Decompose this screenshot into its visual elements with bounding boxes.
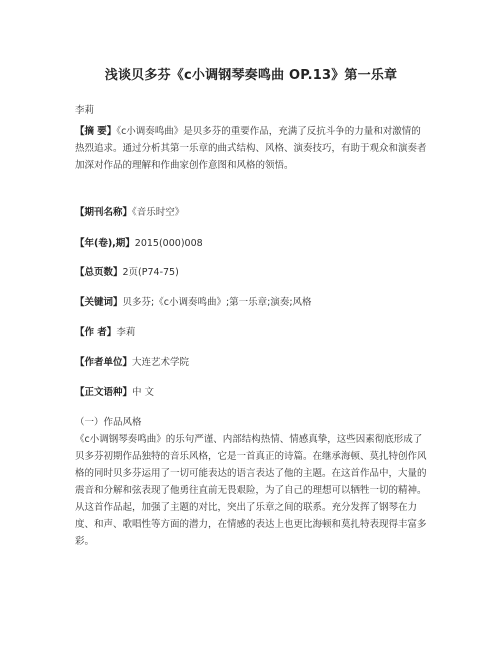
- field-label: 【作 者】: [75, 327, 117, 338]
- author-name: 李莉: [75, 105, 95, 116]
- field-label: 【年(卷),期】: [75, 238, 135, 249]
- field-author: [75, 324, 430, 341]
- field-value: 2015(000)008: [134, 238, 203, 249]
- field-label: 【作者单位】: [75, 357, 133, 368]
- field-volume-issue: [75, 235, 430, 252]
- field-value: 李莉: [116, 327, 136, 338]
- field-value: 《音乐时空》: [132, 207, 185, 218]
- body-paragraph: 《c小调钢琴奏鸣曲》的乐句严谨、内部结构热情、情感真挚，这些因素彻底形成了贝多芬初期作品独特的音乐风格，它是一首真正的诗篇。在继承海顿、莫扎特创作风格的同时贝多芬运用了一切可能表达的语言表达了他的主题。在这首作品中，大量的震音和分解和弦表现了他勇往直前无畏艰险，为了自己的理想可以牺牲一切的精神。从这首作品起，加强了主题的对比，突出了乐章之间的联系。充分发挥了钢琴在力度、和声、歌唱性等方面的潜力，在情感的表达上也更比海顿和莫扎特表现得丰富多彩。: [75, 434, 427, 547]
- field-value: 2页(P74-75): [122, 267, 179, 278]
- field-value: 大连艺术学院: [132, 357, 190, 368]
- field-keywords: [75, 294, 430, 311]
- field-label: 【期刊名称】: [75, 207, 133, 218]
- field-value: 中 文: [132, 387, 155, 398]
- section-heading: （一）作品风格: [75, 417, 142, 428]
- field-pages: [75, 264, 430, 281]
- field-label: 【正文语种】: [75, 387, 133, 398]
- abstract-label: 【摘 要】: [75, 126, 117, 137]
- field-label: 【总页数】: [75, 267, 123, 278]
- field-label: 【关键词】: [75, 297, 123, 308]
- field-value: 贝多芬;《c小调奏鸣曲》;第一乐章;演奏;风格: [122, 297, 312, 308]
- abstract-block: [75, 123, 430, 174]
- field-language: [75, 384, 430, 401]
- document-title: 浅谈贝多芬《c小调钢琴奏鸣曲 OP.13》第一乐章: [104, 68, 398, 83]
- field-affiliation: [75, 354, 430, 371]
- abstract-text: 《c小调奏鸣曲》是贝多芬的重要作品，充满了反抗斗争的力量和对激情的热烈追求。通过分析其第一乐章的曲式结构、风格、演奏技巧，有助于观众和演奏者加深对作品的理解和作曲家创作意图和风格的领悟。: [75, 126, 427, 171]
- field-journal: [75, 204, 430, 221]
